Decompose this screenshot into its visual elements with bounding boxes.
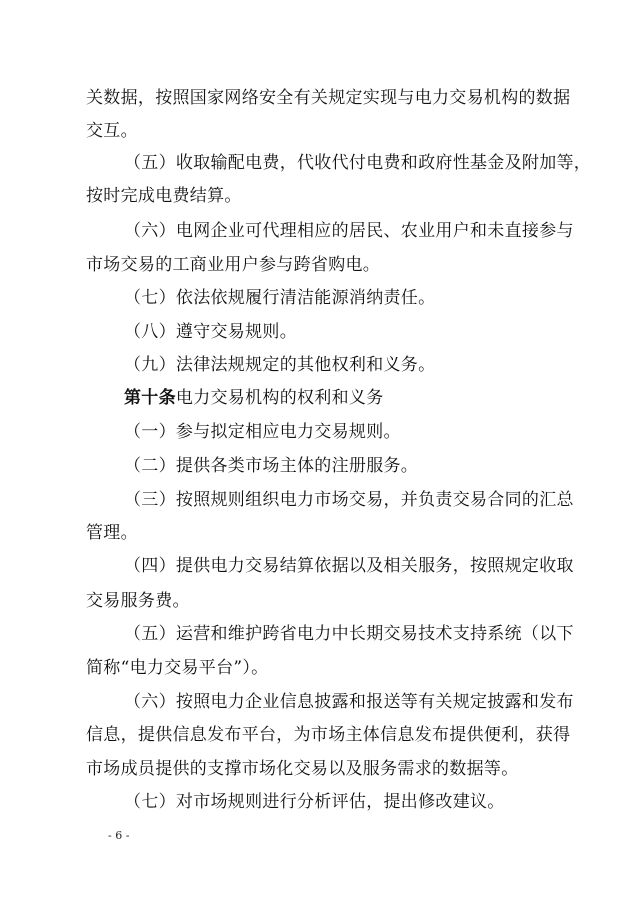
- paragraph-line: （七）对市场规则进行分析评估，提出修改建议。: [124, 792, 505, 812]
- paragraph-line: （六）电网企业可代理相应的居民、农业用户和未直接参与: [124, 221, 574, 241]
- paragraph-line: （五）运营和维护跨省电力中长期交易技术支持系统（以下: [124, 624, 574, 644]
- paragraph-line: （五）收取输配电费，代收代付电费和政府性基金及附加等，: [124, 153, 592, 173]
- paragraph-line: （六）按照电力企业信息披露和报送等有关规定披露和发布: [124, 692, 574, 712]
- paragraph-line: （七）依法依规履行清洁能源消纳责任。: [124, 288, 436, 308]
- paragraph-line: 关数据，按照国家网络安全有关规定实现与电力交易机构的数据: [86, 88, 571, 108]
- paragraph-line: 简称“电力交易平台”）。: [86, 658, 269, 678]
- paragraph-line: 管理。: [86, 523, 138, 543]
- paragraph-line: （二）提供各类市场主体的注册服务。: [124, 456, 419, 476]
- paragraph-line: 按时完成电费结算。: [86, 186, 242, 206]
- paragraph-line: （八）遵守交易规则。: [124, 322, 297, 342]
- article-heading-line: [124, 386, 384, 410]
- paragraph-line: （四）提供电力交易结算依据以及相关服务，按照规定收取: [124, 556, 574, 576]
- paragraph-line: 交互。: [86, 121, 138, 141]
- article-title: 电力交易机构的权利和义务: [175, 388, 384, 408]
- paragraph-line: （九）法律法规规定的其他权利和义务。: [124, 355, 436, 375]
- article-number: 第十条: [124, 388, 176, 408]
- page-number: - 6 -: [108, 829, 130, 842]
- paragraph-line: （三）按照规则组织电力市场交易，并负责交易合同的汇总: [124, 490, 574, 510]
- paragraph-line: 信息，提供信息发布平台，为市场主体信息发布提供便利，获得: [86, 725, 571, 745]
- paragraph-line: 市场成员提供的支撑市场化交易以及服务需求的数据等。: [86, 759, 519, 779]
- paragraph-line: （一）参与拟定相应电力交易规则。: [124, 422, 401, 442]
- paragraph-line: 交易服务费。: [86, 591, 190, 611]
- paragraph-line: 市场交易的工商业用户参与跨省购电。: [86, 255, 381, 275]
